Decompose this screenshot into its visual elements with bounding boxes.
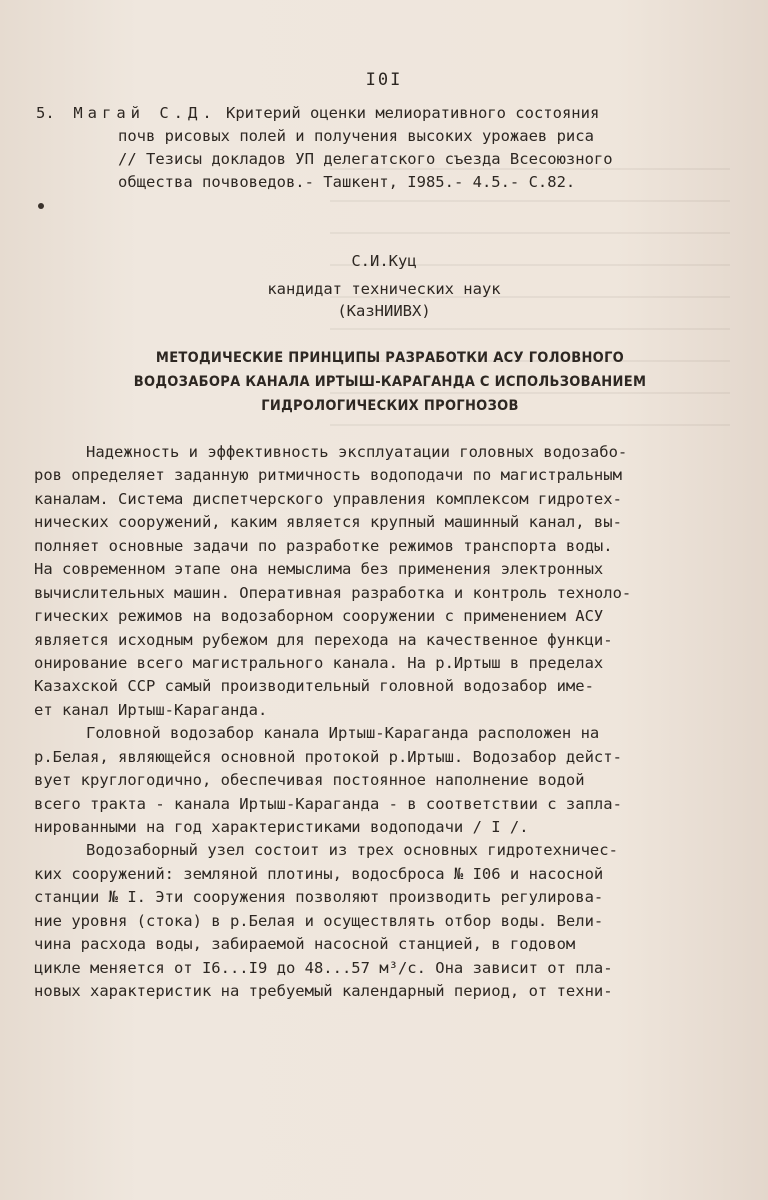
bibliography-entry xyxy=(36,104,726,196)
body-text-line: нических сооружений, каким является крупный машинный канал, вы- xyxy=(34,513,622,532)
reference-number: 5. xyxy=(36,104,55,122)
page-number: I0I xyxy=(365,70,403,90)
author-degree: кандидат технических наук xyxy=(267,280,501,298)
body-text-line: ет канал Иртыш-Караганда. xyxy=(34,700,268,719)
body-text-line: вычислительных машин. Оперативная разработка и контроль техноло- xyxy=(34,583,632,602)
body-text-line: На современном этапе она немыслима без применения электронных xyxy=(34,560,604,579)
body-text-line: ких сооружений: земляной плотины, водосброса № I06 и насосной xyxy=(34,864,604,883)
body-text-line: ров определяет заданную ритмичность водоподачи по магистральным xyxy=(34,466,622,485)
reference-first-line xyxy=(36,104,726,127)
title-line: ГИДРОЛОГИЧЕСКИХ ПРОГНОЗОВ xyxy=(261,398,519,414)
article-body xyxy=(34,443,734,1006)
author-block xyxy=(0,252,768,324)
reference-text-line: Критерий оценки мелиоративного состояния xyxy=(226,104,600,122)
body-text-line: станции № I. Эти сооружения позволяют производить регулирова- xyxy=(34,888,604,907)
body-text-line: Водозаборный узел состоит из трех основных гидротехничес- xyxy=(86,841,618,860)
title-line: МЕТОДИЧЕСКИЕ ПРИНЦИПЫ РАЗРАБОТКИ АСУ ГОЛОВНОГО xyxy=(155,350,625,366)
body-text-line: нированными на год характеристиками водоподачи / I /. xyxy=(34,818,529,836)
author-organization: (КазНИИВХ) xyxy=(337,302,431,320)
body-text-line: Надежность и эффективность эксплуатации головных водозабо- xyxy=(86,443,628,461)
body-text-line: чина расхода воды, забираемой насосной станцией, в годовом xyxy=(34,935,576,954)
reference-text-line: // Тезисы докладов УП делегатского съезда Всесоюзного xyxy=(118,150,613,168)
body-text-line: новых характеристик на требуемый календарный период, от техни- xyxy=(34,982,613,1001)
reference-text-line: почв рисовых полей и получения высоких урожаев риса xyxy=(118,127,594,145)
author-name: С.И.Куц xyxy=(351,252,417,270)
reference-author: Магай С.Д. xyxy=(73,104,217,122)
body-text-line: полняет основные задачи по разработке режимов транспорта воды. xyxy=(34,536,613,555)
body-text-line: ние уровня (стока) в р.Белая и осуществлять отбор воды. Вели- xyxy=(34,911,604,930)
body-text-line: р.Белая, являющейся основной протокой р.Иртыш. Водозабор дейст- xyxy=(34,747,622,766)
margin-dot xyxy=(38,203,44,209)
body-text-line: цикле меняется от I6...I9 до 48...57 м³/с. Она зависит от пла- xyxy=(34,958,613,977)
reference-text-line: общества почвоведов.- Ташкент, I985.- 4.5.- С.82. xyxy=(118,173,576,191)
body-text-line: Головной водозабор канала Иртыш-Караганда расположен на xyxy=(86,724,600,743)
title-line: ВОДОЗАБОРА КАНАЛА ИРТЫШ-КАРАГАНДА С ИСПОЛЬЗОВАНИЕМ xyxy=(133,374,647,390)
body-text-line: каналам. Система диспетчерского управления комплексом гидротех- xyxy=(34,489,622,508)
body-text-line: вует круглогодично, обеспечивая постоянное наполнение водой xyxy=(34,771,585,790)
article-title xyxy=(80,346,700,418)
body-text-line: Казахской ССР самый производительный головной водозабор име- xyxy=(34,677,594,696)
body-text-line: всего тракта - канала Иртыш-Караганда - в соответствии с запла- xyxy=(34,794,622,813)
body-text-line: онирование всего магистрального канала. На р.Иртыш в пределах xyxy=(34,653,604,672)
body-text-line: гических режимов на водозаборном сооружении с применением АСУ xyxy=(34,607,604,626)
body-text-line: является исходным рубежом для перехода на качественное функци- xyxy=(34,630,613,649)
